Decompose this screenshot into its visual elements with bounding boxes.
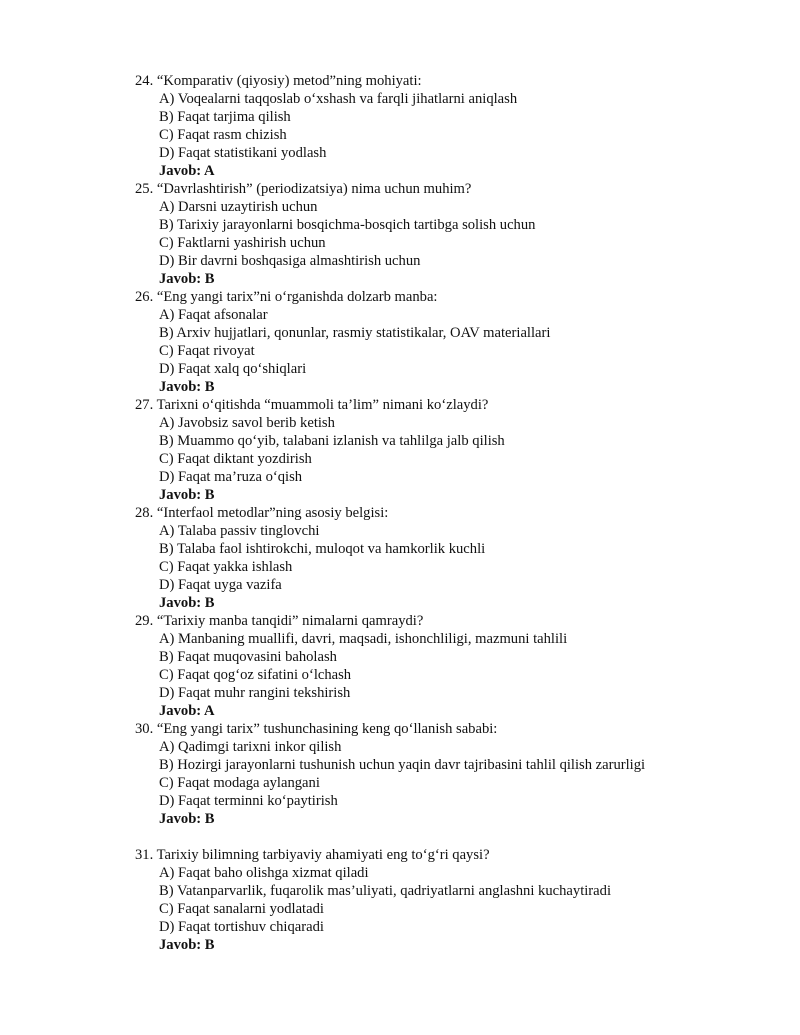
- option-c: C) Faqat sanalarni yodlatadi: [159, 901, 324, 917]
- question-number: 24.: [135, 73, 154, 89]
- option-a: A) Darsni uzaytirish uchun: [159, 199, 318, 215]
- option-d: D) Faqat uyga vazifa: [159, 577, 282, 593]
- question-text: [0, 180, 800, 198]
- question-number: 28.: [135, 505, 154, 521]
- question-text: [0, 72, 800, 90]
- answer-label: Javob: B: [159, 811, 215, 827]
- question-number: 25.: [135, 181, 154, 197]
- question-prompt: Tarixiy bilimning tarbiyaviy ahamiyati eng to‘g‘ri qaysi?: [156, 847, 490, 863]
- question-text: [0, 720, 800, 738]
- option-b: B) Faqat muqovasini baholash: [159, 649, 337, 665]
- option-c: C) Faqat qog‘oz sifatini o‘lchash: [159, 667, 352, 683]
- option-c: C) Faqat modaga aylangani: [159, 775, 320, 791]
- option-b: B) Talaba faol ishtirokchi, muloqot va hamkorlik kuchli: [159, 541, 486, 557]
- question-prompt: “Eng yangi tarix” tushunchasining keng qo‘llanish sababi:: [156, 721, 498, 737]
- question-text: [0, 288, 800, 306]
- document-page: [0, 72, 800, 954]
- option-d: D) Faqat muhr rangini tekshirish: [159, 685, 351, 701]
- option-d: D) Bir davrni boshqasiga almashtirish uchun: [159, 253, 421, 269]
- question-number: 29.: [135, 613, 154, 629]
- question-number: 26.: [135, 289, 154, 305]
- option-a: A) Faqat baho olishga xizmat qiladi: [159, 865, 369, 881]
- answer-label: Javob: A: [159, 703, 215, 719]
- question-text: [0, 612, 800, 630]
- option-a: A) Qadimgi tarixni inkor qilish: [159, 739, 342, 755]
- question-prompt: Tarixni o‘qitishda “muammoli ta’lim” nimani ko‘zlaydi?: [156, 397, 489, 413]
- option-d: D) Faqat xalq qo‘shiqlari: [159, 361, 307, 377]
- question-25: [0, 180, 800, 288]
- question-26: [0, 288, 800, 396]
- option-b: B) Faqat tarjima qilish: [159, 109, 291, 125]
- question-24: [0, 72, 800, 180]
- option-c: C) Faktlarni yashirish uchun: [159, 235, 326, 251]
- question-number: 31.: [135, 847, 154, 863]
- question-29: [0, 612, 800, 720]
- answer-label: Javob: B: [159, 271, 215, 287]
- question-number: 27.: [135, 397, 154, 413]
- question-prompt: “Interfaol metodlar”ning asosiy belgisi:: [156, 505, 389, 521]
- question-text: [0, 396, 800, 414]
- question-prompt: “Eng yangi tarix”ni o‘rganishda dolzarb manba:: [156, 289, 438, 305]
- option-b: B) Hozirgi jarayonlarni tushunish uchun yaqin davr tajribasini tahlil qilish zarurligi: [159, 757, 646, 773]
- option-a: A) Javobsiz savol berib ketish: [159, 415, 335, 431]
- question-prompt: “Komparativ (qiyosiy) metod”ning mohiyati:: [156, 73, 422, 89]
- option-a: A) Talaba passiv tinglovchi: [159, 523, 320, 539]
- option-b: B) Arxiv hujjatlari, qonunlar, rasmiy statistikalar, OAV materiallari: [159, 325, 551, 341]
- option-b: B) Muammo qo‘yib, talabani izlanish va tahlilga jalb qilish: [159, 433, 505, 449]
- option-a: A) Manbaning muallifi, davri, maqsadi, ishonchliligi, mazmuni tahlili: [159, 631, 568, 647]
- option-a: A) Voqealarni taqqoslab o‘xshash va farqli jihatlarni aniqlash: [159, 91, 518, 107]
- option-a: A) Faqat afsonalar: [159, 307, 268, 323]
- option-d: D) Faqat statistikani yodlash: [159, 145, 327, 161]
- question-30: [0, 720, 800, 828]
- question-text: [0, 504, 800, 522]
- question-31: [0, 846, 800, 954]
- option-d: D) Faqat tortishuv chiqaradi: [159, 919, 324, 935]
- option-c: C) Faqat yakka ishlash: [159, 559, 293, 575]
- question-number: 30.: [135, 721, 154, 737]
- option-c: C) Faqat rivoyat: [159, 343, 255, 359]
- answer-label: Javob: B: [159, 379, 215, 395]
- option-b: B) Tarixiy jarayonlarni bosqichma-bosqich tartibga solish uchun: [159, 217, 536, 233]
- option-d: D) Faqat terminni ko‘paytirish: [159, 793, 338, 809]
- question-text: [0, 846, 800, 864]
- option-c: C) Faqat diktant yozdirish: [159, 451, 312, 467]
- option-c: C) Faqat rasm chizish: [159, 127, 287, 143]
- answer-label: Javob: B: [159, 595, 215, 611]
- question-prompt: “Davrlashtirish” (periodizatsiya) nima uchun muhim?: [156, 181, 472, 197]
- question-prompt: “Tarixiy manba tanqidi” nimalarni qamraydi?: [156, 613, 424, 629]
- option-d: D) Faqat ma’ruza o‘qish: [159, 469, 303, 485]
- answer-label: Javob: B: [159, 937, 215, 953]
- answer-label: Javob: A: [159, 163, 215, 179]
- question-27: [0, 396, 800, 504]
- question-28: [0, 504, 800, 612]
- option-b: B) Vatanparvarlik, fuqarolik mas’uliyati, qadriyatlarni anglashni kuchaytiradi: [159, 883, 611, 899]
- answer-label: Javob: B: [159, 487, 215, 503]
